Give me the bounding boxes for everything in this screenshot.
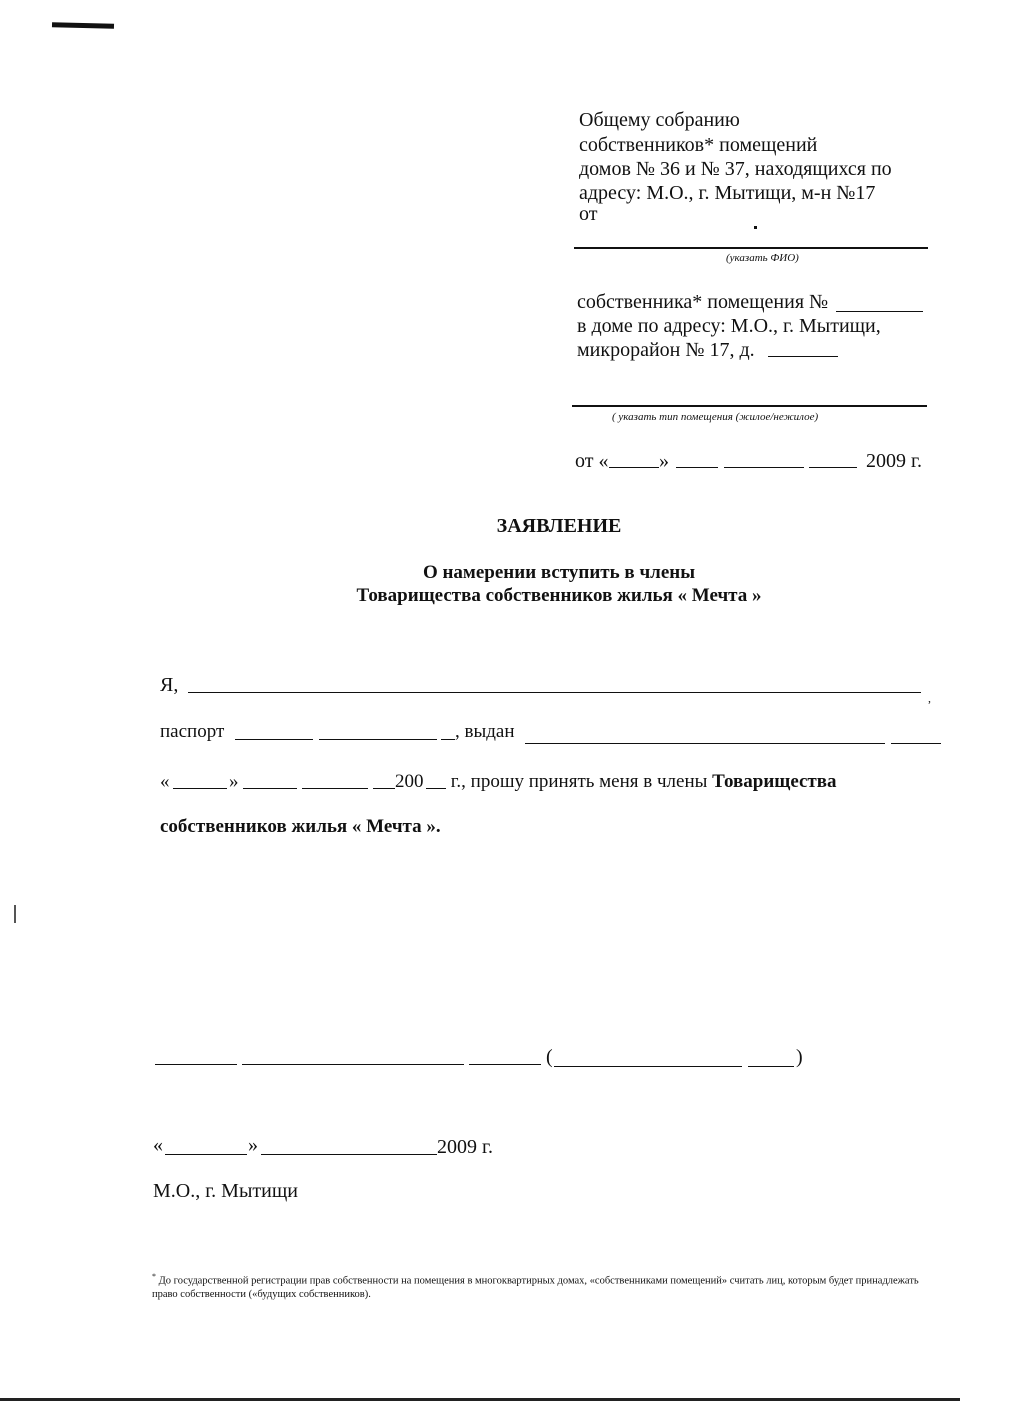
signature-open-paren: ( — [546, 1046, 553, 1068]
scan-mark-bottom — [0, 1398, 960, 1401]
request-text-line — [446, 770, 837, 793]
issued-by-line-2 — [891, 743, 941, 744]
footnote — [152, 1270, 942, 1301]
issue-day-line — [173, 788, 227, 789]
addressee-line: от — [579, 203, 598, 225]
sign-date-open: « — [153, 1134, 163, 1156]
room-number-line — [836, 311, 923, 312]
fullname-line — [188, 692, 921, 693]
document-subtitle-1: О намерении вступить в члены — [422, 562, 696, 583]
passport-number-line — [319, 739, 437, 740]
date-day-line — [609, 467, 659, 468]
owner-line-3: микрорайон № 17, д. — [577, 339, 755, 361]
addressee-line: собственников* помещений — [579, 134, 818, 156]
issue-date-open: « — [160, 771, 170, 792]
signature-close-paren: ) — [796, 1046, 803, 1068]
issued-label: , выдан — [455, 721, 515, 742]
signature-name-line — [554, 1066, 742, 1067]
passport-number-line-2 — [441, 739, 455, 740]
room-type-line — [572, 405, 927, 407]
issue-month-line-3 — [373, 788, 395, 789]
footnote-text: До государственной регистрации прав собственности на помещения в многоквартирных домах, «собственниками помещений» считать лиц, которым будет принадлежать право собственности («будущих собственников). — [152, 1275, 919, 1300]
signature-line — [155, 1064, 237, 1065]
sign-year: 2009 г. — [437, 1136, 493, 1158]
date-close-quote: » — [659, 450, 669, 472]
passport-label: паспорт — [160, 721, 225, 742]
owner-line-2: в доме по адресу: М.О., г. Мытищи, — [577, 315, 881, 337]
date-year: 2009 г. — [866, 450, 922, 472]
body-line-4: собственников жилья « Мечта ». — [160, 816, 441, 837]
signature-name-line-2 — [748, 1066, 794, 1067]
room-type-caption: ( указать тип помещения (жилое/нежилое) — [612, 411, 819, 423]
date-month-line-2 — [724, 467, 804, 468]
fio-caption: (указать ФИО) — [726, 252, 799, 264]
document-title: ЗАЯВЛЕНИЕ — [496, 515, 622, 537]
addressee-line: адресу: М.О., г. Мытищи, м-н №17 — [579, 182, 876, 204]
issue-date-close: » — [229, 771, 239, 792]
fio-line — [574, 247, 928, 249]
sign-day-line — [165, 1154, 247, 1155]
place: М.О., г. Мытищи — [153, 1180, 298, 1202]
house-number-line — [768, 356, 838, 357]
addressee-line: Общему собранию — [579, 109, 740, 131]
passport-series-line — [235, 739, 313, 740]
scan-mark-left — [14, 905, 16, 923]
owner-line-1: собственника* помещения № — [577, 291, 829, 313]
request-bold: Товарищества — [712, 771, 837, 792]
signature-line-2 — [242, 1064, 464, 1065]
sign-month-line — [261, 1154, 437, 1155]
issue-month-line — [243, 788, 297, 789]
date-month-line-1 — [676, 467, 718, 468]
scan-mark-top-left — [52, 22, 114, 29]
document-subtitle-2: Товарищества собственников жилья « Мечта » — [356, 585, 762, 606]
date-prefix: от « — [575, 450, 609, 472]
addressee-line: домов № 36 и № 37, находящихся по — [579, 158, 892, 180]
date-month-line-3 — [809, 467, 857, 468]
issue-month-line-2 — [302, 788, 368, 789]
body-comma: , — [928, 691, 931, 705]
footnote-mark: * — [152, 1272, 156, 1281]
request-text: г., прошу принять меня в члены — [446, 771, 713, 792]
sign-date-close: » — [248, 1134, 258, 1156]
body-ya: Я, — [160, 674, 179, 696]
issued-by-line — [525, 743, 885, 744]
issue-year-line — [426, 788, 446, 789]
scan-dot — [754, 226, 757, 229]
issue-year-prefix: 200 — [395, 771, 424, 792]
signature-line-3 — [469, 1064, 541, 1065]
